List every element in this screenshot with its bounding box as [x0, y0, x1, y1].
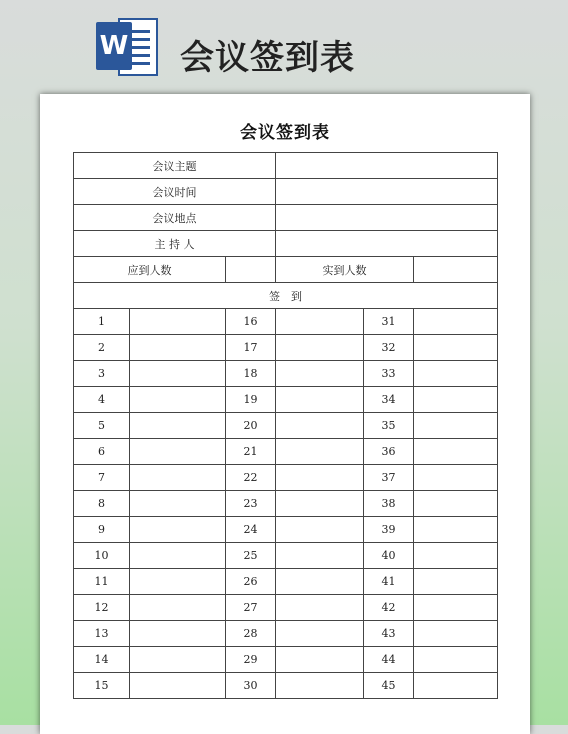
row-number: 2 — [74, 335, 130, 361]
signature-cell[interactable] — [130, 309, 226, 335]
row-number: 35 — [364, 413, 414, 439]
table-row — [74, 543, 498, 569]
signature-cell[interactable] — [414, 595, 498, 621]
document-title: 会议签到表 — [240, 123, 330, 143]
field-row-location — [74, 205, 498, 231]
row-number: 1 — [74, 309, 130, 335]
signature-cell[interactable] — [414, 647, 498, 673]
row-number: 36 — [364, 439, 414, 465]
row-number: 23 — [226, 491, 276, 517]
table-row — [74, 491, 498, 517]
signature-cell[interactable] — [276, 387, 364, 413]
row-number: 40 — [364, 543, 414, 569]
signature-cell[interactable] — [414, 439, 498, 465]
signature-cell[interactable] — [276, 673, 364, 699]
table-row — [74, 517, 498, 543]
table-row — [74, 361, 498, 387]
field-value[interactable] — [276, 153, 498, 179]
word-icon-letter: W — [96, 22, 132, 70]
signature-cell[interactable] — [130, 647, 226, 673]
row-number: 11 — [74, 569, 130, 595]
attendance-count-row — [74, 257, 498, 283]
actual-count-label: 实到人数 — [276, 257, 414, 283]
row-number: 33 — [364, 361, 414, 387]
row-number: 5 — [74, 413, 130, 439]
table-row — [74, 673, 498, 699]
table-row — [74, 387, 498, 413]
signature-cell[interactable] — [276, 647, 364, 673]
row-number: 34 — [364, 387, 414, 413]
row-number: 45 — [364, 673, 414, 699]
field-row-topic — [74, 153, 498, 179]
field-label: 会议主题 — [74, 153, 276, 179]
row-number: 9 — [74, 517, 130, 543]
signature-cell[interactable] — [414, 517, 498, 543]
signature-cell[interactable] — [130, 439, 226, 465]
field-row-time — [74, 179, 498, 205]
signature-cell[interactable] — [130, 491, 226, 517]
row-number: 29 — [226, 647, 276, 673]
field-value[interactable] — [276, 179, 498, 205]
word-icon — [96, 16, 162, 80]
table-row — [74, 309, 498, 335]
signin-table — [73, 152, 498, 699]
table-row — [74, 621, 498, 647]
signature-cell[interactable] — [414, 569, 498, 595]
row-number: 38 — [364, 491, 414, 517]
row-number: 31 — [364, 309, 414, 335]
row-number: 21 — [226, 439, 276, 465]
signature-cell[interactable] — [414, 543, 498, 569]
row-number: 28 — [226, 621, 276, 647]
row-number: 13 — [74, 621, 130, 647]
row-number: 27 — [226, 595, 276, 621]
row-number: 25 — [226, 543, 276, 569]
signature-cell[interactable] — [130, 517, 226, 543]
signature-cell[interactable] — [130, 595, 226, 621]
signature-cell[interactable] — [130, 413, 226, 439]
field-label: 主 持 人 — [74, 231, 276, 257]
signature-cell[interactable] — [276, 309, 364, 335]
signature-cell[interactable] — [130, 465, 226, 491]
row-number: 14 — [74, 647, 130, 673]
signature-cell[interactable] — [130, 335, 226, 361]
row-number: 6 — [74, 439, 130, 465]
document-page — [40, 94, 530, 734]
signature-cell[interactable] — [130, 621, 226, 647]
signature-cell[interactable] — [276, 413, 364, 439]
signature-cell[interactable] — [276, 621, 364, 647]
field-row-host — [74, 231, 498, 257]
signature-cell[interactable] — [414, 491, 498, 517]
signature-cell[interactable] — [276, 569, 364, 595]
row-number: 24 — [226, 517, 276, 543]
field-label: 会议地点 — [74, 205, 276, 231]
signature-cell[interactable] — [276, 361, 364, 387]
signature-cell[interactable] — [276, 491, 364, 517]
table-row — [74, 647, 498, 673]
signature-cell[interactable] — [130, 387, 226, 413]
signature-cell[interactable] — [414, 621, 498, 647]
row-number: 19 — [226, 387, 276, 413]
row-number: 20 — [226, 413, 276, 439]
row-number: 37 — [364, 465, 414, 491]
row-number: 3 — [74, 361, 130, 387]
row-number: 16 — [226, 309, 276, 335]
row-number: 32 — [364, 335, 414, 361]
signature-cell[interactable] — [414, 309, 498, 335]
row-number: 43 — [364, 621, 414, 647]
signature-cell[interactable] — [276, 543, 364, 569]
row-number: 39 — [364, 517, 414, 543]
signature-cell[interactable] — [414, 387, 498, 413]
signature-cell[interactable] — [130, 569, 226, 595]
banner — [0, 0, 568, 100]
table-row — [74, 413, 498, 439]
row-number: 42 — [364, 595, 414, 621]
signature-cell[interactable] — [414, 361, 498, 387]
row-number: 41 — [364, 569, 414, 595]
signature-cell[interactable] — [130, 361, 226, 387]
field-value[interactable] — [276, 205, 498, 231]
signature-cell[interactable] — [414, 465, 498, 491]
row-number: 30 — [226, 673, 276, 699]
table-row — [74, 439, 498, 465]
row-number: 12 — [74, 595, 130, 621]
row-number: 15 — [74, 673, 130, 699]
table-row — [74, 569, 498, 595]
field-value[interactable] — [276, 231, 498, 257]
row-number: 8 — [74, 491, 130, 517]
signature-cell[interactable] — [414, 673, 498, 699]
signature-cell[interactable] — [130, 543, 226, 569]
signin-header: 签 到 — [74, 283, 498, 309]
signature-cell[interactable] — [414, 413, 498, 439]
table-row — [74, 465, 498, 491]
table-row — [74, 595, 498, 621]
actual-count-value[interactable] — [414, 257, 498, 283]
signature-cell[interactable] — [276, 439, 364, 465]
table-row — [74, 335, 498, 361]
field-label: 会议时间 — [74, 179, 276, 205]
signature-cell[interactable] — [276, 595, 364, 621]
signature-cell[interactable] — [276, 517, 364, 543]
signin-header-row — [74, 283, 498, 309]
row-number: 18 — [226, 361, 276, 387]
expected-count-label: 应到人数 — [74, 257, 226, 283]
row-number: 4 — [74, 387, 130, 413]
expected-count-value[interactable] — [226, 257, 276, 283]
row-number: 10 — [74, 543, 130, 569]
row-number: 17 — [226, 335, 276, 361]
row-number: 7 — [74, 465, 130, 491]
signature-cell[interactable] — [130, 673, 226, 699]
row-number: 26 — [226, 569, 276, 595]
row-number: 44 — [364, 647, 414, 673]
signature-cell[interactable] — [414, 335, 498, 361]
signature-cell[interactable] — [276, 335, 364, 361]
row-number: 22 — [226, 465, 276, 491]
signature-cell[interactable] — [276, 465, 364, 491]
banner-title: 会议签到表 — [180, 38, 355, 78]
